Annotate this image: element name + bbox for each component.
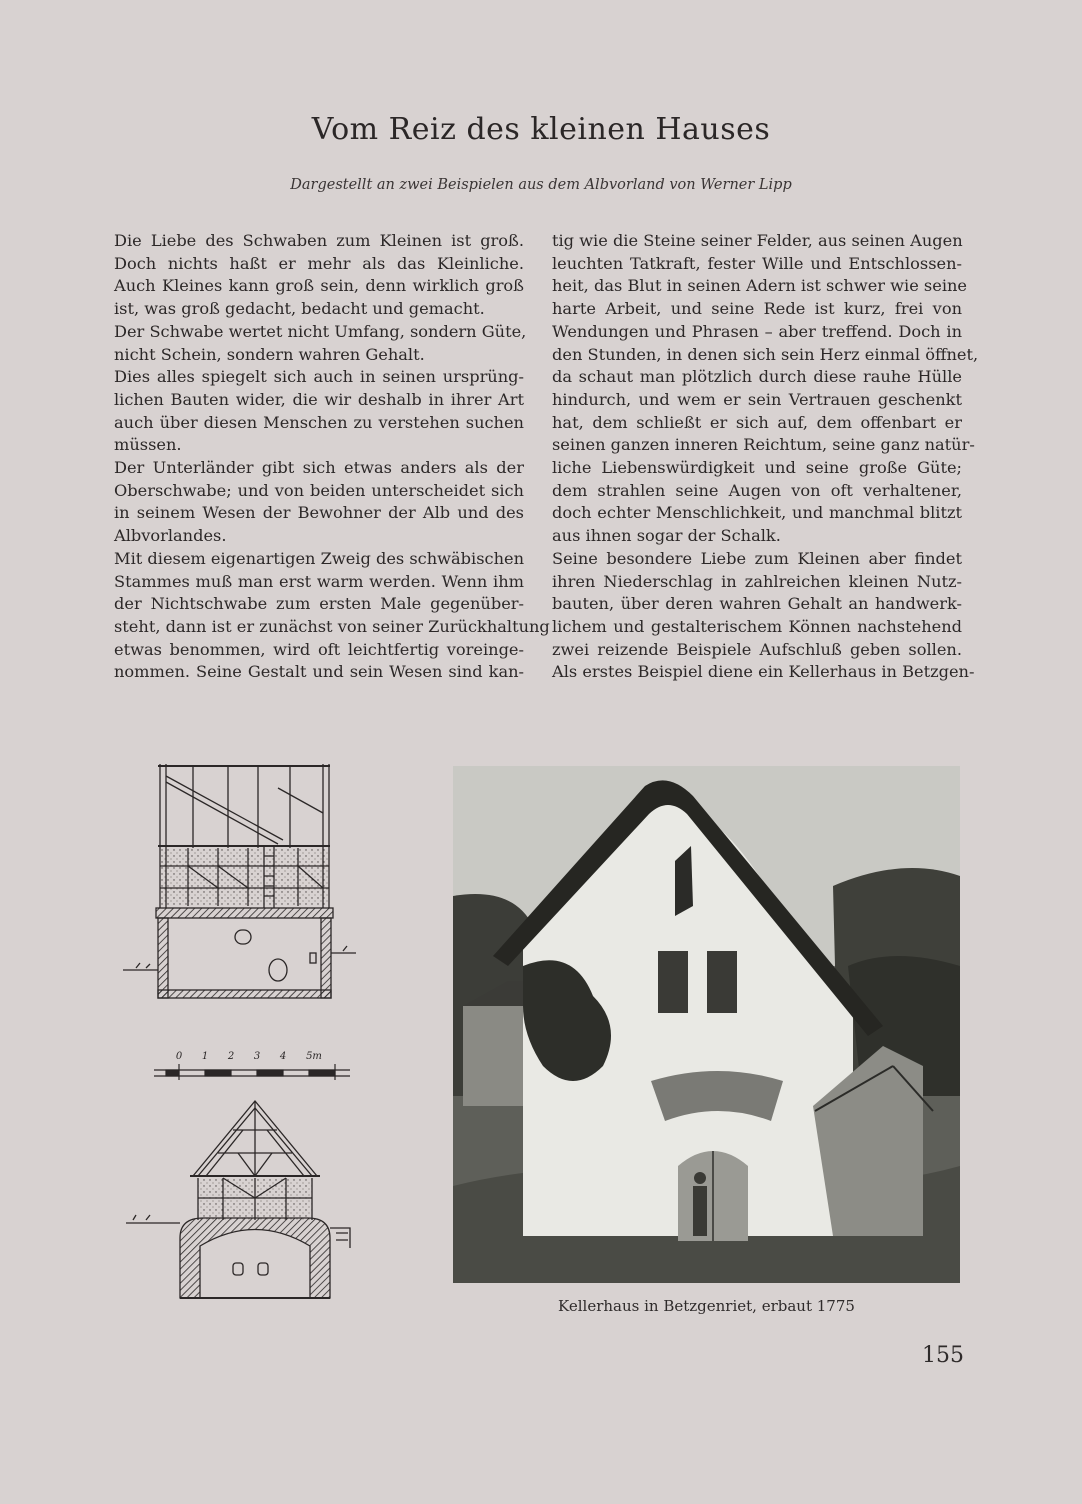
text-line: hat, dem schließt er sich auf, dem offenbart er — [552, 412, 962, 432]
text-line: ihren Niederschlag in zahlreichen kleinen Nutz- — [552, 571, 962, 591]
text-line: in seinem Wesen der Bewohner der Alb und des — [114, 503, 524, 523]
scale-label: 0 — [175, 1051, 183, 1062]
page-number: 155 — [922, 1343, 964, 1368]
text-line: zwei reizende Beispiele Aufschluß geben sollen. — [552, 639, 962, 659]
scale-label: 1 — [201, 1051, 209, 1062]
text-line: aus ihnen sogar der Schalk. — [552, 526, 781, 546]
text-line: auch über diesen Menschen zu verstehen suchen — [114, 412, 524, 432]
text-line: Seine besondere Liebe zum Kleinen aber findet — [552, 548, 962, 568]
text-column-left — [114, 230, 550, 684]
text-line: Die Liebe des Schwaben zum Kleinen ist groß. — [114, 231, 524, 250]
text-line: nommen. Seine Gestalt und sein Wesen sind kan- — [114, 662, 524, 682]
text-line: steht, dann ist er zunächst von seiner Zurückhaltung — [114, 616, 550, 636]
cross-section — [126, 1101, 350, 1298]
text-line: etwas benommen, wird oft leichtfertig voreinge- — [114, 639, 524, 659]
text-line: lichem und gestalterischem Können nachstehend — [552, 616, 962, 636]
text-line: hindurch, und wem er sein Vertrauen geschenkt — [552, 389, 962, 409]
text-line: dem strahlen seine Augen von oft verhaltener, — [552, 480, 962, 500]
text-line: heit, das Blut in seinen Adern ist schwer wie seine — [552, 276, 968, 296]
text-line: lichen Bauten wider, die wir deshalb in ihrer Art — [114, 389, 524, 409]
text-column-right — [552, 230, 979, 684]
text-line: Mit diesem eigenartigen Zweig des schwäbischen — [114, 548, 525, 568]
text-line: der Nichtschwabe zum ersten Male gegenüber- — [114, 594, 524, 614]
text-line: da schaut man plötzlich durch diese rauhe Hülle — [552, 367, 962, 387]
text-line: Der Schwabe wertet nicht Umfang, sondern Güte, — [114, 321, 527, 341]
scale-label: 5m — [306, 1051, 322, 1062]
text-line: Oberschwabe; und von beiden unterscheidet sich — [114, 480, 524, 500]
text-line: harte Arbeit, und seine Rede ist kurz, frei von — [552, 299, 962, 319]
article-title: Vom Reiz des kleinen Hauses — [311, 112, 771, 147]
text-line: Der Unterländer gibt sich etwas anders als der — [114, 458, 524, 478]
text-line: liche Liebenswürdigkeit und seine große Güte; — [552, 458, 962, 478]
text-line: Stammes muß man erst warm werden. Wenn ihm — [114, 571, 524, 591]
kellerhaus-photo — [453, 766, 960, 1283]
scale-label: 3 — [253, 1051, 261, 1062]
text-line: Als erstes Beispiel diene ein Kellerhaus in Betzgen- — [552, 662, 975, 682]
architectural-drawings — [118, 758, 358, 1323]
text-line: Doch nichts haßt er mehr als das Kleinliche. — [114, 253, 524, 273]
text-line: bauten, über deren wahren Gehalt an handwerk- — [552, 594, 962, 614]
scale-label: 2 — [227, 1051, 235, 1062]
longitudinal-section — [123, 764, 356, 998]
article-subtitle: Dargestellt an zwei Beispielen aus dem Albvorland von Werner Lipp — [290, 177, 792, 193]
text-line: Auch Kleines kann groß sein, denn wirklich groß — [114, 276, 524, 296]
scale-bar — [154, 1051, 350, 1080]
text-line: Wendungen und Phrasen – aber treffend. Doch in — [552, 321, 962, 341]
text-line: seinen ganzen inneren Reichtum, seine ganz natür- — [552, 435, 975, 455]
text-line: Dies alles spiegelt sich auch in seinen ursprüng- — [114, 367, 524, 387]
text-line: leuchten Tatkraft, fester Wille und Entschlossen- — [552, 253, 962, 273]
photo-caption: Kellerhaus in Betzgenriet, erbaut 1775 — [558, 1297, 855, 1315]
text-line: den Stunden, in denen sich sein Herz einmal öffnet, — [552, 344, 979, 364]
text-line: ist, was groß gedacht, bedacht und gemacht. — [114, 299, 485, 319]
text-line: tig wie die Steine seiner Felder, aus seinen Augen — [552, 231, 963, 250]
text-line: Albvorlandes. — [114, 526, 227, 546]
text-line: müssen. — [114, 435, 182, 455]
text-line: doch echter Menschlichkeit, und manchmal blitzt — [552, 503, 962, 523]
scale-label: 4 — [279, 1051, 287, 1062]
text-line: nicht Schein, sondern wahren Gehalt. — [114, 344, 425, 364]
